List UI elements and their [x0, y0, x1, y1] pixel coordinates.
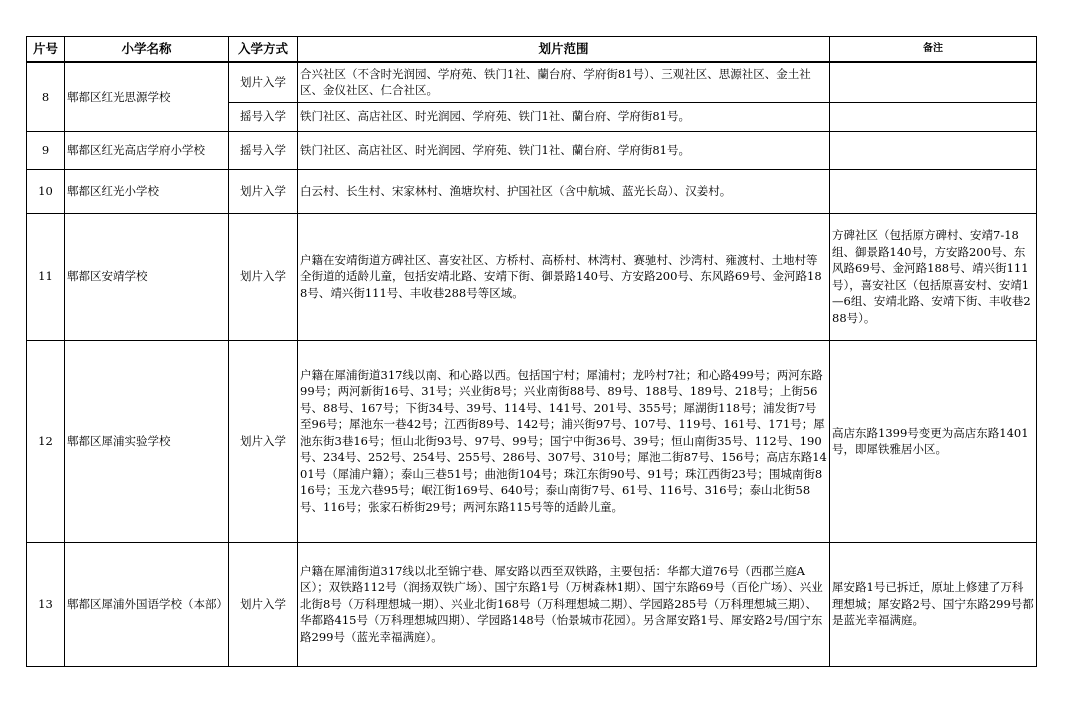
remarks — [830, 62, 1037, 102]
enrollment-method: 划片入学 — [229, 340, 298, 542]
header-zone-number: 片号 — [27, 37, 65, 63]
remarks — [830, 131, 1037, 169]
school-name: 郫都区犀浦外国语学校（本部） — [65, 542, 229, 666]
enrollment-method: 划片入学 — [229, 62, 298, 102]
table-row — [27, 340, 1037, 542]
remarks — [830, 169, 1037, 213]
zone-range: 户籍在安靖街道方碑社区、喜安社区、方桥村、高桥村、林湾村、赛驰村、沙湾村、雍渡村、土地村等全街道的适龄儿童，包括安靖北路、安靖下街、御景路140号、方安路200号、东风路69号、金河路188号、靖兴街111号、丰收巷288号等区域。 — [298, 213, 830, 340]
zone-range: 户籍在犀浦街道317线以南、和心路以西。包括国宁村；犀浦村；龙吟村7社；和心路499号；两河东路99号；两河新街16号、31号；兴业街8号；兴业南街88号、89号、188号、189号、218号；上街56号、88号、167号；下街34号、39号、114号、141号、201号、355号；犀湖街118号；浦发街7号至96号；犀池东一巷42号；江西街89号、142号；浦兴街97号、107号、119号、161号、171号；犀池东街3巷16号；恒山北街93号、97号、99号；国宁中街36号、39号；恒山南街35号、112号、190号、234号、252号、254号、255号、286号、307号、310号；犀池二街87号、156号；高店东路1401号（犀浦户籍）；泰山三巷51号；曲池街104号；珠江东街90号、91号；珠江西街23号；围城南街816号；玉龙六巷95号；岷江街169号、640号；泰山南街7号、61号、116号、316号；泰山北街58号、116号；张家石桥街29号；两河东路115号等的适龄儿童。 — [298, 340, 830, 542]
zone-number: 10 — [27, 169, 65, 213]
header-remarks: 备注 — [830, 37, 1037, 63]
table-row — [27, 131, 1037, 169]
header-zone-range: 划片范围 — [298, 37, 830, 63]
school-name: 郫都区红光小学校 — [65, 169, 229, 213]
zone-range: 铁门社区、高店社区、时光润园、学府苑、铁门1社、蘭台府、学府街81号。 — [298, 131, 830, 169]
table-row — [27, 169, 1037, 213]
table-row — [27, 213, 1037, 340]
remarks: 方碑社区（包括原方碑村、安靖7-18组、御景路140号，方安路200号、东风路69号、金河路188号、靖兴街111号），喜安社区（包括原喜安村、安靖1—6组、安靖北路、安靖下街、丰收巷288号）。 — [830, 213, 1037, 340]
table-header-row — [27, 37, 1037, 63]
remarks: 高店东路1399号变更为高店东路1401号，即犀铁雅居小区。 — [830, 340, 1037, 542]
zone-number: 13 — [27, 542, 65, 666]
zone-range: 铁门社区、高店社区、时光润园、学府苑、铁门1社、蘭台府、学府街81号。 — [298, 102, 830, 131]
remarks: 犀安路1号已拆迁，原址上修建了万科理想城；犀安路2号、国宁东路299号都是蓝光幸福满庭。 — [830, 542, 1037, 666]
zone-range: 合兴社区（不含时光润园、学府苑、铁门1社、蘭台府、学府街81号）、三观社区、思源社区、金土社区、金仪社区、仁合社区。 — [298, 62, 830, 102]
school-name: 郫都区红光思源学校 — [65, 62, 229, 131]
enrollment-method: 划片入学 — [229, 169, 298, 213]
header-enrollment-method: 入学方式 — [229, 37, 298, 63]
remarks — [830, 102, 1037, 131]
zone-number: 9 — [27, 131, 65, 169]
enrollment-method: 划片入学 — [229, 542, 298, 666]
school-name: 郫都区犀浦实验学校 — [65, 340, 229, 542]
school-name: 郫都区红光高店学府小学校 — [65, 131, 229, 169]
enrollment-zone-table — [26, 36, 1037, 667]
table-row — [27, 542, 1037, 666]
school-name: 郫都区安靖学校 — [65, 213, 229, 340]
enrollment-method: 划片入学 — [229, 213, 298, 340]
header-school-name: 小学名称 — [65, 37, 229, 63]
zone-number: 8 — [27, 62, 65, 131]
enrollment-method: 摇号入学 — [229, 102, 298, 131]
zone-number: 12 — [27, 340, 65, 542]
table-row — [27, 62, 1037, 102]
zone-number: 11 — [27, 213, 65, 340]
zone-range: 户籍在犀浦街道317线以北至锦宁巷、犀安路以西至双铁路，主要包括：华都大道76号（西郡兰庭A区）；双铁路112号（润扬双铁广场）、国宁东路1号（万树森林1期）、国宁东路69号（百伦广场）、兴业北街8号（万科理想城一期）、兴业北街168号（万科理想城二期）、学园路285号（万科理想城三期）、华都路415号（万科理想城四期）、学园路148号（怡景城市花园）。另含犀安路1号、犀安路2号/国宁东路299号（蓝光幸福满庭）。 — [298, 542, 830, 666]
zone-range: 白云村、长生村、宋家林村、渔塘坎村、护国社区（含中航城、蓝光长岛）、汉姜村。 — [298, 169, 830, 213]
enrollment-method: 摇号入学 — [229, 131, 298, 169]
